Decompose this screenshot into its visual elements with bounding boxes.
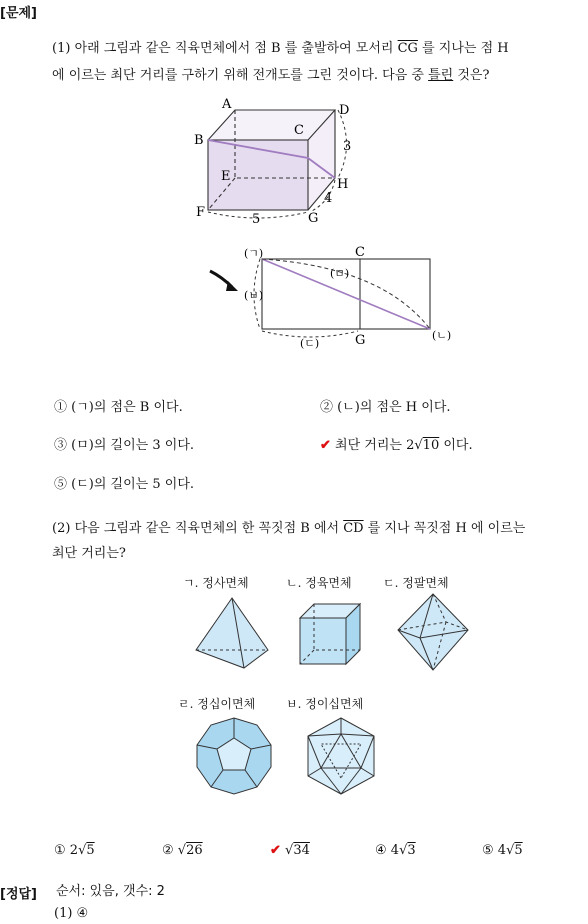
check-icon: ✔ xyxy=(320,438,331,453)
q2-number: (2) xyxy=(52,521,71,536)
q1-option-1[interactable]: ① (ㄱ)의 점은 B 이다. xyxy=(54,400,183,415)
arrow-head xyxy=(226,281,238,291)
q2-option-4[interactable]: ④ 4√3 xyxy=(375,843,416,858)
label-len4: 4 xyxy=(324,191,333,206)
q2-option-5[interactable]: ⑤ 4√5 xyxy=(482,843,523,858)
solid-label-tetra: ㄱ. 정사면체 xyxy=(183,576,249,590)
edge-cg: $\overline{CG}$ xyxy=(397,41,418,56)
cuboid-figure xyxy=(190,98,365,228)
label-len3: 3 xyxy=(343,139,352,154)
net-label-mieum: (ㅁ) xyxy=(330,267,350,280)
label-h: H xyxy=(337,177,349,192)
solid-label-icosa: ㅂ. 정이십면체 xyxy=(286,697,364,711)
net-label-c: C xyxy=(355,245,365,260)
edge-cd: $\overline{CD}$ xyxy=(343,521,364,536)
q1-line2: 에 이르는 최단 거리를 구하기 위해 전개도를 그린 것이다. 다음 중 틀린 것은? xyxy=(52,68,490,83)
q1-number: (1) xyxy=(52,41,71,56)
net-label-digeut: (ㄷ) xyxy=(300,337,320,350)
q2-option-3[interactable]: ✔ √34 xyxy=(270,843,310,858)
q1-option-4[interactable]: ✔ 최단 거리는 2√10 이다. xyxy=(320,438,473,453)
q2-line1: (2) 다음 그림과 같은 직육면체의 한 꼭짓점 B 에서 $\overline{CD}$ 를 지나 꼭짓점 H 에 이르는 xyxy=(52,521,526,536)
cube-icon xyxy=(296,600,364,670)
q1-line1: (1) 아래 그림과 같은 직육면체에서 점 B 를 출발하여 모서리 $\overline{CG}$ 를 지나는 점 H xyxy=(52,41,509,56)
label-a: A xyxy=(222,98,232,112)
octahedron-icon xyxy=(396,592,470,672)
label-c: C xyxy=(294,123,304,138)
q1-option-5[interactable]: ⑤ (ㄷ)의 길이는 5 이다. xyxy=(54,477,195,492)
answer-line2: (1) ④ xyxy=(54,906,89,921)
label-b: B xyxy=(194,133,204,148)
icosahedron-icon xyxy=(302,716,380,796)
net-figure xyxy=(202,243,462,351)
net-label-nieun: (ㄴ) xyxy=(432,329,452,342)
solid-label-cube: ㄴ. 정육면체 xyxy=(286,576,352,590)
check-icon: ✔ xyxy=(270,843,281,858)
answer-tag: [정답] xyxy=(0,887,37,902)
label-d: D xyxy=(339,103,350,118)
tetrahedron-icon xyxy=(192,594,272,672)
net-label-bieup: (ㅂ) xyxy=(244,289,264,302)
label-f: F xyxy=(196,205,206,220)
label-len5: 5 xyxy=(252,212,261,227)
solid-label-dodeca: ㄹ. 정십이면체 xyxy=(178,697,256,711)
label-g: G xyxy=(308,211,319,226)
q2-line2: 최단 거리는? xyxy=(52,546,126,561)
net-label-g: G xyxy=(355,333,366,348)
q1-option-3[interactable]: ③ (ㅁ)의 길이는 3 이다. xyxy=(54,438,195,453)
net-label-giyeok: (ㄱ) xyxy=(244,247,264,260)
solid-label-octa: ㄷ. 정팔면체 xyxy=(383,576,449,590)
wrong-word: 틀린 xyxy=(428,68,454,83)
problem-tag: [문제] xyxy=(0,6,37,21)
q2-option-1[interactable]: ① 2√5 xyxy=(54,843,95,858)
q2-option-2[interactable]: ② √26 xyxy=(162,843,203,858)
q1-option-2[interactable]: ② (ㄴ)의 점은 H 이다. xyxy=(320,400,451,415)
dodecahedron-icon xyxy=(194,716,274,796)
label-e: E xyxy=(221,169,231,184)
answer-line1: 순서: 있음, 갯수: 2 xyxy=(56,884,165,899)
